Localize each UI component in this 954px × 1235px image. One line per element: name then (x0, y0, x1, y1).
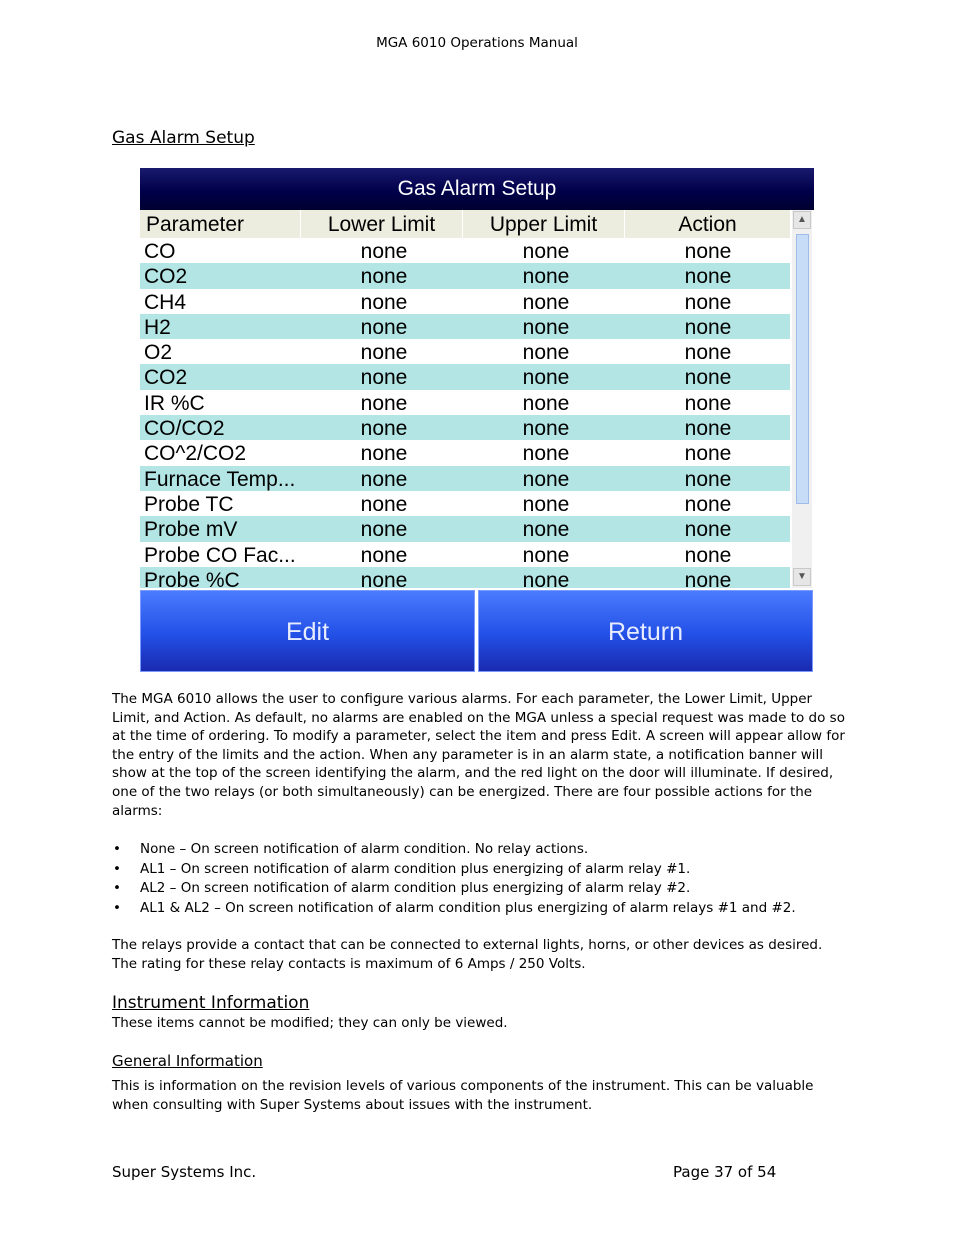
cell-action: none (684, 391, 732, 415)
section-heading-general-information: General Information (112, 1052, 263, 1070)
cell-upper-limit: none (522, 467, 570, 491)
table-row[interactable] (140, 364, 790, 389)
table-row[interactable] (140, 542, 790, 567)
cell-parameter: IR %C (144, 391, 205, 415)
cell-action: none (684, 518, 732, 542)
cell-upper-limit: none (522, 240, 570, 263)
cell-parameter: Probe TC (144, 492, 234, 516)
bullet-icon: • (113, 841, 121, 857)
cell-lower-limit: none (360, 240, 408, 263)
list-item (112, 879, 847, 899)
action-term: None (140, 841, 176, 857)
screen-title: Gas Alarm Setup (140, 168, 814, 210)
column-header-action: Action (678, 213, 737, 236)
cell-parameter: Furnace Temp... (144, 467, 296, 491)
cell-parameter: O2 (144, 341, 173, 365)
cell-upper-limit: none (522, 265, 570, 289)
cell-upper-limit: none (522, 543, 570, 567)
cell-action: none (684, 543, 732, 567)
cell-action: none (684, 492, 732, 516)
column-header-upper-limit: Upper Limit (463, 210, 625, 238)
scroll-down-icon[interactable]: ▼ (793, 568, 811, 586)
table-row[interactable] (140, 415, 790, 440)
column-header-parameter: Parameter (140, 210, 301, 238)
table-row[interactable] (140, 440, 790, 465)
table-row[interactable] (140, 466, 790, 491)
cell-parameter: CH4 (144, 290, 187, 314)
footer-page-number: Page 37 of 54 (673, 1163, 777, 1181)
cell-upper-limit: none (522, 315, 570, 339)
cell-lower-limit: none (360, 543, 408, 567)
footer-company: Super Systems Inc. (112, 1163, 257, 1181)
cell-lower-limit: none (360, 467, 408, 491)
table-scrollbar[interactable] (792, 210, 812, 588)
cell-parameter: CO (144, 240, 176, 263)
scrollbar-thumb[interactable] (796, 234, 809, 504)
cell-upper-limit: none (522, 518, 570, 542)
cell-lower-limit: none (360, 290, 408, 314)
cell-lower-limit: none (360, 568, 408, 588)
cell-upper-limit: none (522, 417, 570, 441)
cell-parameter: CO2 (144, 265, 188, 289)
cell-parameter: Probe mV (144, 518, 238, 542)
instrument-information-text: These items cannot be modified; they can only be viewed. (112, 1015, 508, 1031)
action-description: – On screen notification of alarm condition. No relay actions. (175, 841, 589, 857)
cell-lower-limit: none (360, 518, 408, 542)
cell-action: none (684, 568, 732, 588)
table-row[interactable] (140, 314, 790, 339)
bullet-icon: • (113, 860, 121, 877)
bullet-icon: • (113, 880, 121, 896)
action-description: – On screen notification of alarm condition plus energizing of alarm relay #2. (165, 880, 691, 896)
section-heading-gas-alarm-setup: Gas Alarm Setup (112, 128, 255, 148)
table-row[interactable] (140, 238, 790, 263)
cell-action: none (684, 341, 732, 365)
alarm-table-body (140, 238, 790, 588)
cell-upper-limit: none (522, 442, 570, 466)
list-item (112, 860, 847, 880)
cell-parameter: Probe %C (144, 568, 240, 588)
cell-upper-limit: none (522, 568, 570, 588)
cell-parameter: CO/CO2 (144, 417, 225, 441)
document-header: MGA 6010 Operations Manual (376, 35, 578, 51)
table-row[interactable] (140, 516, 790, 541)
edit-button[interactable]: Edit (140, 590, 475, 672)
cell-lower-limit: none (360, 341, 408, 365)
cell-upper-limit: none (522, 290, 570, 314)
action-description: – On screen notification of alarm condition plus energizing of alarm relays #1 and #2. (209, 899, 796, 916)
cell-action: none (684, 240, 732, 263)
cell-action: none (684, 265, 732, 289)
cell-upper-limit: none (522, 492, 570, 516)
cell-parameter: CO^2/CO2 (144, 442, 247, 466)
intro-paragraph: The MGA 6010 allows the user to configure various alarms. For each parameter, the Lower Limit, Upper Limit, and Action. As default, no alarms are enabled on the MGA unless a special request was made to do so at the time of ordering. To modify a parameter, select the item and press Edit. A screen will appear allow for the entry of the limits and the action. When any parameter is in an alarm state, a notification banner will show at the top of the screen identifying the alarm, and the red light on the door will illuminate. If desired, one of the two relays (or both simultaneously) can be energized. There are four possible actions for the alarms: (112, 691, 845, 819)
table-row[interactable] (140, 263, 790, 288)
cell-lower-limit: none (360, 417, 408, 441)
action-term: AL2 (140, 880, 166, 896)
return-button[interactable]: Return (478, 590, 813, 672)
table-header (140, 210, 790, 238)
scroll-up-icon[interactable]: ▲ (793, 211, 811, 229)
cell-lower-limit: none (360, 265, 408, 289)
cell-lower-limit: none (360, 442, 408, 466)
cell-parameter: H2 (144, 315, 171, 339)
table-row[interactable] (140, 567, 790, 588)
cell-action: none (684, 442, 732, 466)
action-description: – On screen notification of alarm condition plus energizing of alarm relay #1. (165, 860, 691, 877)
cell-parameter: CO2 (144, 366, 188, 390)
list-item (112, 840, 847, 860)
cell-lower-limit: none (360, 391, 408, 415)
section-heading-instrument-information: Instrument Information (112, 993, 310, 1013)
cell-action: none (684, 315, 732, 339)
general-information-text: This is information on the revision levels of various components of the instrument. This can be valuable when consulting with Super Systems about issues with the instrument. (112, 1078, 814, 1113)
cell-action: none (684, 417, 732, 441)
action-term: AL1 (140, 860, 166, 877)
cell-action: none (684, 290, 732, 314)
table-row[interactable] (140, 491, 790, 516)
table-row[interactable] (140, 390, 790, 415)
cell-action: none (684, 366, 732, 390)
bullet-icon: • (113, 899, 121, 916)
cell-parameter: Probe CO Fac... (144, 543, 296, 567)
cell-upper-limit: none (522, 391, 570, 415)
column-header-lower-limit: Lower Limit (301, 210, 463, 238)
cell-lower-limit: none (360, 315, 408, 339)
table-row[interactable] (140, 339, 790, 364)
alarm-actions-list (112, 840, 847, 918)
relays-paragraph: The relays provide a contact that can be connected to external lights, horns, or other devices as desired. The rating for these relay contacts is maximum of 6 Amps / 250 Volts. (112, 937, 823, 972)
table-row[interactable] (140, 289, 790, 314)
cell-lower-limit: none (360, 492, 408, 516)
cell-action: none (684, 467, 732, 491)
action-term: AL1 & AL2 (140, 899, 210, 916)
gas-alarm-setup-screenshot (140, 168, 814, 672)
cell-upper-limit: none (522, 341, 570, 365)
cell-upper-limit: none (522, 366, 570, 390)
list-item (112, 899, 847, 919)
cell-lower-limit: none (360, 366, 408, 390)
